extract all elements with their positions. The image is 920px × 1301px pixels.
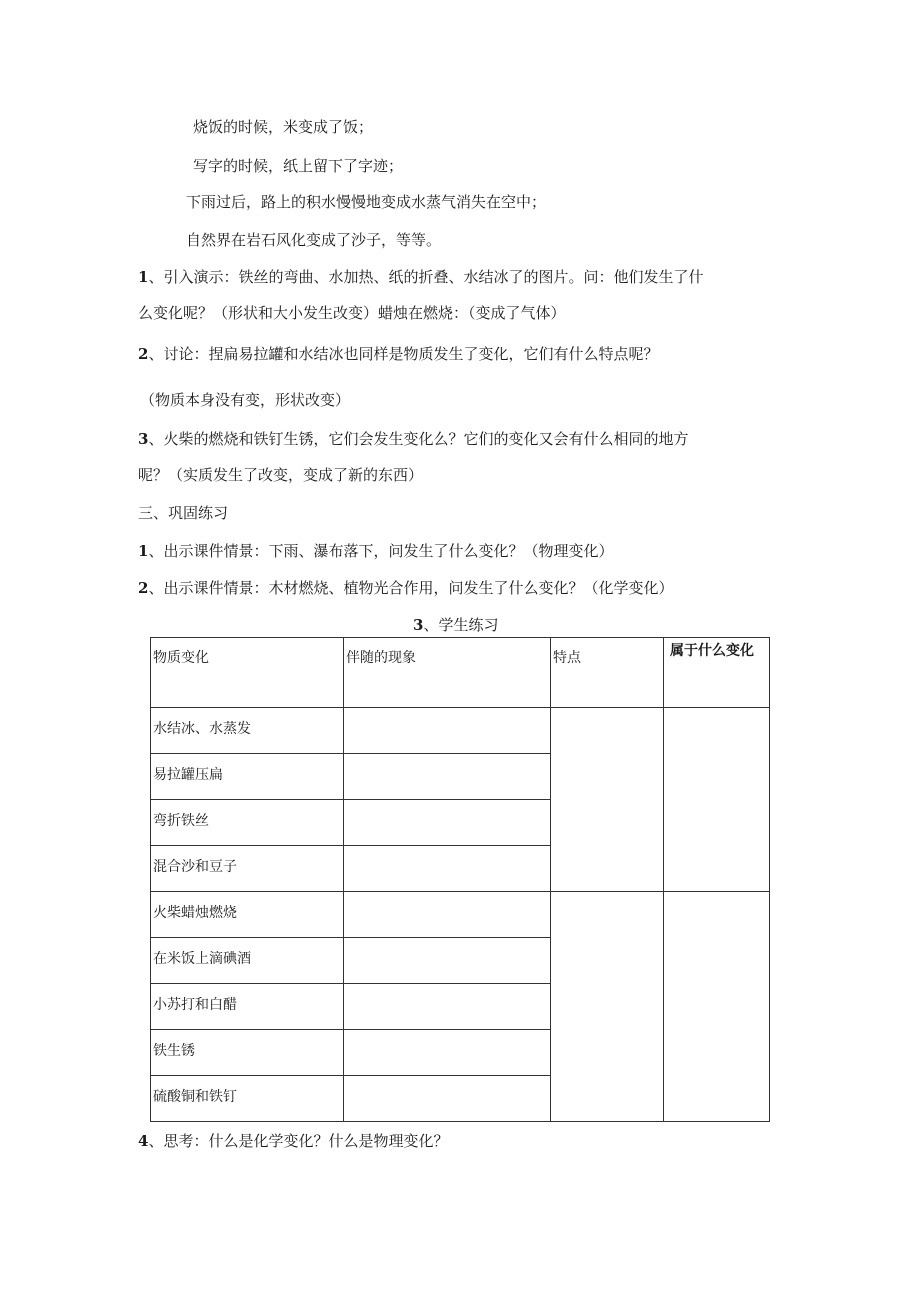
- phenomenon-cell[interactable]: [344, 1076, 551, 1122]
- characteristics-cell-group-2[interactable]: [551, 892, 664, 1122]
- question-4-text: 、思考：什么是化学变化？什么是物理变化？: [148, 1132, 449, 1150]
- exercise-1-text: 、出示课件情景：下雨、瀑布落下，问发生了什么变化？（物理变化）: [148, 542, 614, 560]
- phenomenon-cell[interactable]: [344, 984, 551, 1030]
- change-type-cell-group-2[interactable]: [664, 892, 770, 1122]
- header-characteristics: 特点: [553, 650, 581, 666]
- phenomenon-cell[interactable]: [344, 1030, 551, 1076]
- question-2-number: 2: [138, 345, 149, 363]
- header-cell: [664, 638, 770, 708]
- substance-name: 易拉罐压扁: [153, 767, 223, 783]
- header-cell: [151, 638, 344, 708]
- practice-table: [150, 637, 770, 1122]
- header-change-type: 属于什么变化: [670, 643, 754, 659]
- substance-cell: [151, 708, 344, 754]
- substance-cell: [151, 938, 344, 984]
- header-substance-change: 物质变化: [153, 650, 209, 666]
- header-phenomenon: 伴随的现象: [346, 650, 416, 666]
- exercise-1: [138, 541, 613, 561]
- phenomenon-cell[interactable]: [344, 938, 551, 984]
- section-title: 三、巩固练习: [138, 504, 229, 522]
- table-row: [151, 892, 770, 938]
- intro-line-3: 下雨过后，路上的积水慢慢地变成水蒸气消失在空中；: [186, 193, 547, 211]
- question-2-text: 、讨论：捏扁易拉罐和水结冰也同样是物质发生了变化，它们有什么特点呢？: [148, 345, 659, 363]
- exercise-2: [138, 578, 673, 598]
- question-1-line-1: [138, 267, 703, 287]
- intro-line-2: 写字的时候，纸上留下了字迹；: [193, 157, 404, 175]
- question-3-number: 3: [138, 430, 149, 448]
- table-header-row: [151, 638, 770, 708]
- question-2-line-2: （物质本身没有变，形状改变）: [140, 391, 351, 409]
- question-4: [138, 1131, 448, 1151]
- substance-cell: [151, 846, 344, 892]
- substance-name: 水结冰、水蒸发: [153, 721, 251, 737]
- phenomenon-cell[interactable]: [344, 754, 551, 800]
- header-cell: [344, 638, 551, 708]
- table-title-number: 3: [413, 616, 424, 634]
- exercise-2-text: 、出示课件情景：木材燃烧、植物光合作用，问发生了什么变化？（化学变化）: [148, 579, 674, 597]
- substance-name: 小苏打和白醋: [153, 997, 237, 1013]
- characteristics-cell-group-1[interactable]: [551, 708, 664, 892]
- table-row: [151, 708, 770, 754]
- question-2-line-1: [138, 344, 658, 364]
- substance-name: 在米饭上滴碘酒: [153, 951, 251, 967]
- question-1-line-2: 么变化呢？（形状和大小发生改变）蜡烛在燃烧：（变成了气体）: [138, 304, 566, 322]
- substance-cell: [151, 984, 344, 1030]
- substance-name: 铁生锈: [153, 1043, 195, 1059]
- question-4-number: 4: [138, 1132, 149, 1150]
- phenomenon-cell[interactable]: [344, 708, 551, 754]
- substance-name: 硫酸铜和铁钉: [153, 1089, 237, 1105]
- table-title: [413, 615, 498, 635]
- question-3-line-1: [138, 429, 688, 449]
- phenomenon-cell[interactable]: [344, 892, 551, 938]
- substance-cell: [151, 892, 344, 938]
- intro-line-4: 自然界在岩石风化变成了沙子，等等。: [186, 231, 442, 249]
- substance-cell: [151, 754, 344, 800]
- substance-name: 弯折铁丝: [153, 813, 209, 829]
- question-1-number: 1: [138, 268, 149, 286]
- table-title-text: 、学生练习: [423, 616, 499, 634]
- exercise-1-number: 1: [138, 542, 149, 560]
- question-3-text: 、火柴的燃烧和铁钉生锈，它们会发生变化么？它们的变化又会有什么相同的地方: [148, 430, 689, 448]
- substance-cell: [151, 1076, 344, 1122]
- question-1-text: 、引入演示：铁丝的弯曲、水加热、纸的折叠、水结冰了的图片。问：他们发生了什: [148, 268, 704, 286]
- change-type-cell-group-1[interactable]: [664, 708, 770, 892]
- substance-cell: [151, 1030, 344, 1076]
- question-3-line-2: 呢？（实质发生了改变，变成了新的东西）: [138, 466, 424, 484]
- intro-line-1: 烧饭的时候，米变成了饭；: [193, 118, 374, 136]
- substance-name: 混合沙和豆子: [153, 859, 237, 875]
- substance-name: 火柴蜡烛燃烧: [153, 905, 237, 921]
- phenomenon-cell[interactable]: [344, 846, 551, 892]
- substance-cell: [151, 800, 344, 846]
- exercise-2-number: 2: [138, 579, 149, 597]
- phenomenon-cell[interactable]: [344, 800, 551, 846]
- header-cell: [551, 638, 664, 708]
